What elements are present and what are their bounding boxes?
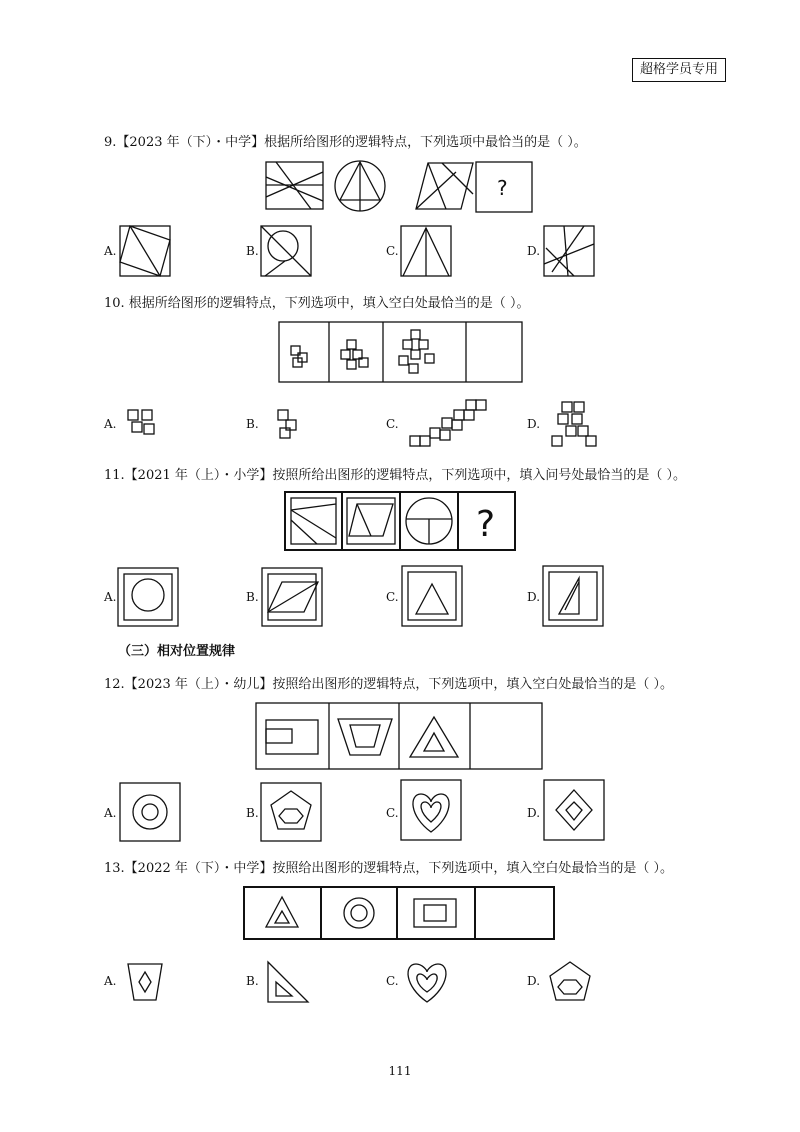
q13-stem-figures (244, 887, 558, 941)
q12-option-b[interactable] (261, 783, 323, 843)
q11-option-a-label: A. (104, 590, 117, 604)
q10-cubes-3 (399, 330, 434, 373)
q9-option-d[interactable] (544, 226, 596, 278)
header-stamp: 超格学员专用 (632, 58, 726, 82)
q12-option-b-label: B. (246, 806, 259, 820)
q13-figure-3 (414, 899, 456, 927)
q12-option-d[interactable] (544, 780, 606, 842)
q11-figure-1 (291, 498, 336, 544)
q9-stem-figures (266, 162, 536, 214)
q12-option-a[interactable] (120, 783, 182, 843)
q11-option-c[interactable] (402, 566, 464, 628)
q13-option-c[interactable] (402, 958, 452, 1006)
q13-figure-1 (266, 897, 298, 927)
question-11-text: 11.【2021 年（上）・小学】按照所给出图形的逻辑特点，下列选项中，填入问号处最恰当的是（ ）。 (104, 468, 687, 483)
q9-figure-3 (416, 163, 473, 209)
q11-option-c-label: C. (386, 590, 399, 604)
q10-option-c[interactable] (404, 398, 490, 450)
q11-option-d[interactable] (543, 566, 605, 628)
q11-option-a[interactable] (118, 568, 180, 628)
q10-option-a[interactable] (124, 406, 166, 442)
q11-option-d-label: D. (527, 590, 541, 604)
question-mark: ? (476, 504, 496, 545)
q10-cubes-1 (291, 346, 307, 367)
q9-option-b[interactable] (261, 226, 313, 278)
q12-option-d-label: D. (527, 806, 541, 820)
q9-option-a[interactable] (120, 226, 170, 278)
q10-option-b-label: B. (246, 417, 259, 431)
q12-figure-2 (338, 719, 392, 755)
q9-option-a-label: A. (104, 244, 117, 258)
q13-option-d[interactable] (546, 958, 596, 1006)
q10-stem-figures (279, 322, 524, 384)
q12-option-c-label: C. (386, 806, 399, 820)
section-title: （三）相对位置规律 (118, 644, 236, 659)
question-mark: ? (497, 176, 508, 200)
q13-option-b-label: B. (246, 974, 259, 988)
q10-option-d[interactable] (546, 400, 602, 450)
q9-option-b-label: B. (246, 244, 259, 258)
q11-figure-3 (406, 498, 452, 544)
q9-option-c[interactable] (401, 226, 453, 278)
question-10-text: 10. 根据所给图形的逻辑特点，下列选项中，填入空白处最恰当的是（ ）。 (104, 296, 530, 311)
q12-option-c[interactable] (401, 780, 463, 842)
q12-stem-figures (256, 703, 546, 771)
q13-option-d-label: D. (527, 974, 541, 988)
q11-figure-2 (347, 498, 395, 544)
q11-option-b-label: B. (246, 590, 259, 604)
q9-figure-question (476, 162, 532, 212)
q10-cubes-2 (341, 340, 368, 369)
q9-option-c-label: C. (386, 244, 399, 258)
q11-option-b[interactable] (262, 568, 324, 628)
q13-option-a[interactable] (126, 960, 166, 1006)
q12-option-a-label: A. (104, 806, 117, 820)
q12-figure-1 (266, 720, 318, 754)
q10-option-a-label: A. (104, 417, 117, 431)
q9-option-d-label: D. (527, 244, 541, 258)
page-number: 111 (388, 1064, 412, 1078)
q13-option-a-label: A. (104, 974, 117, 988)
question-13-text: 13.【2022 年（下）・中学】按照给出图形的逻辑特点，下列选项中，填入空白处最恰当的是（ ）。 (104, 861, 674, 876)
question-9-text: 9.【2023 年（下）・中学】根据所给图形的逻辑特点，下列选项中最恰当的是（ ）。 (104, 135, 587, 150)
q9-figure-2 (335, 161, 385, 211)
q13-option-b[interactable] (264, 958, 314, 1006)
q13-option-c-label: C. (386, 974, 399, 988)
q11-stem-figures (285, 492, 517, 552)
question-12-text: 12.【2023 年（上）・幼儿】按照给出图形的逻辑特点，下列选项中，填入空白处最恰当的是（ ）。 (104, 677, 674, 692)
q12-figure-3 (410, 717, 458, 757)
q9-figure-1 (266, 162, 323, 209)
q10-option-d-label: D. (527, 417, 541, 431)
q13-figure-2 (344, 898, 374, 928)
q10-option-c-label: C. (386, 417, 399, 431)
q10-option-b[interactable] (274, 406, 306, 442)
